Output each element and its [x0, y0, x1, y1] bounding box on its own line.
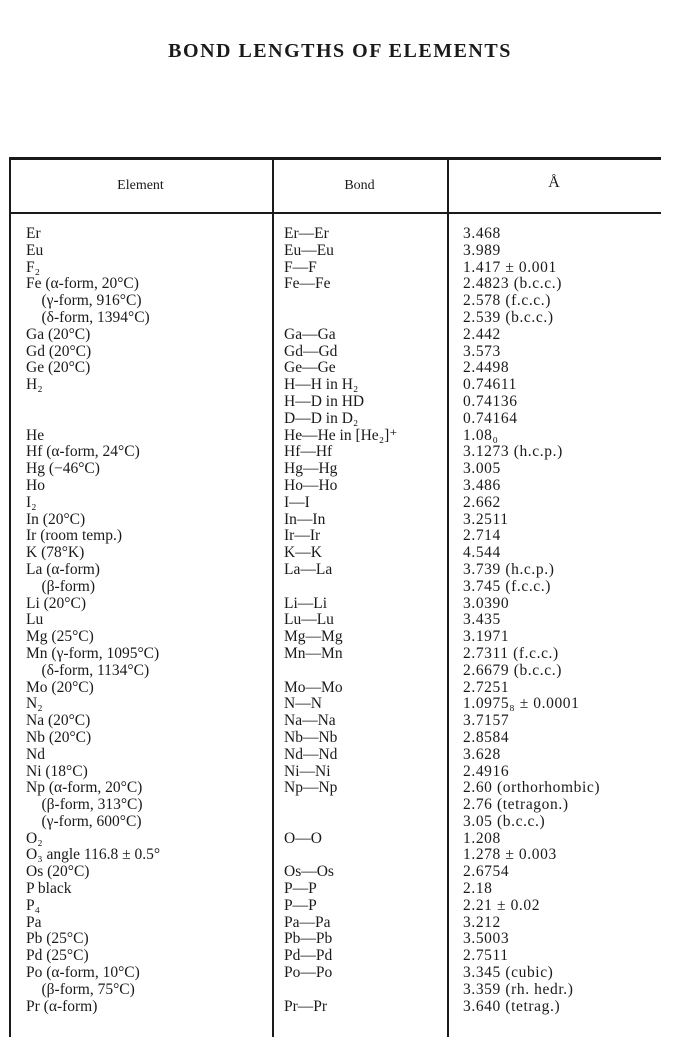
element-cell — [26, 394, 160, 411]
element-cell: (γ-form, 600°C) — [26, 812, 142, 830]
element-cell: Pb (25°C) — [26, 930, 89, 948]
bond-cell: Ga—Ga — [284, 325, 336, 343]
bond-cell — [284, 663, 397, 680]
bond-cell — [284, 847, 397, 864]
length-cell: 2.60 (orthorhombic) — [463, 779, 601, 797]
element-cell: (γ-form, 916°C) — [26, 292, 142, 310]
element-cell: He — [26, 426, 45, 444]
table-header-rule — [9, 212, 661, 214]
bond-cell: La—La — [284, 560, 333, 578]
element-cell: Ge (20°C) — [26, 359, 91, 377]
element-cell: Er — [26, 225, 41, 242]
bond-cell: Hg—Hg — [284, 460, 338, 478]
bond-cell: Mo—Mo — [284, 678, 343, 696]
bond-cell: In—In — [284, 510, 326, 528]
length-cell: 1.208 — [463, 829, 501, 847]
element-cell: P₄ — [26, 896, 41, 914]
element-cell: K (78°K) — [26, 544, 85, 562]
bond-cell — [284, 797, 397, 814]
element-column — [26, 226, 160, 1015]
bond-cell: Fe—Fe — [284, 275, 331, 293]
bond-cell: P—P — [284, 880, 317, 898]
element-cell: Mo (20°C) — [26, 678, 94, 696]
table-left-border — [9, 157, 11, 1037]
length-cell: 3.486 — [463, 476, 501, 494]
length-cell: 2.6754 — [463, 863, 510, 881]
length-cell: 3.005 — [463, 460, 501, 478]
element-cell: H₂ — [26, 376, 43, 394]
element-cell: Li (20°C) — [26, 594, 87, 612]
bond-cell: Pr—Pr — [284, 997, 328, 1015]
element-cell: (β-form, 75°C) — [26, 980, 135, 998]
bond-cell: O—O — [284, 829, 322, 847]
length-cell: 2.7311 (f.c.c.) — [463, 644, 559, 662]
length-cell: 2.6679 (b.c.c.) — [463, 661, 562, 679]
bond-cell: H—D in HD — [284, 392, 365, 410]
element-cell: Hf (α-form, 24°C) — [26, 443, 140, 461]
bond-cell: Ge—Ge — [284, 359, 336, 377]
length-cell: 3.573 — [463, 342, 501, 360]
length-cell: 2.539 (b.c.c.) — [463, 308, 554, 326]
element-cell: Ga (20°C) — [26, 325, 91, 343]
length-cell: 2.18 — [463, 880, 493, 898]
element-cell: P black — [26, 880, 72, 898]
length-cell: 3.0390 — [463, 594, 510, 612]
element-cell: Pr (α-form) — [26, 997, 98, 1015]
element-cell — [26, 411, 160, 428]
length-cell: 2.442 — [463, 325, 501, 343]
bond-column — [284, 226, 397, 1015]
element-cell: Ho — [26, 476, 45, 494]
element-cell: Pa — [26, 913, 42, 931]
bond-cell: Np—Np — [284, 779, 338, 797]
bond-cell: Er—Er — [284, 225, 329, 242]
bond-cell: N—N — [284, 695, 322, 713]
bond-length-table — [9, 157, 661, 1037]
length-cell: 3.745 (f.c.c.) — [463, 577, 552, 595]
bond-cell: Ho—Ho — [284, 476, 338, 494]
length-cell: 3.739 (h.c.p.) — [463, 560, 555, 578]
header-length-unit: Å — [548, 174, 560, 191]
column-divider-1 — [272, 157, 274, 1037]
length-cell: 3.640 (tetrag.) — [463, 997, 561, 1015]
length-cell: 4.544 — [463, 544, 501, 562]
length-cell: 3.435 — [463, 611, 501, 629]
bond-cell: D—D in D₂ — [284, 409, 359, 427]
bond-cell: Ni—Ni — [284, 762, 331, 780]
bond-cell — [284, 982, 397, 999]
element-cell: O₂ — [26, 829, 43, 847]
length-cell: 3.5003 — [463, 930, 510, 948]
element-cell: Os (20°C) — [26, 863, 90, 881]
length-cell: 3.7157 — [463, 712, 510, 730]
bond-cell: Lu—Lu — [284, 611, 334, 629]
element-cell: In (20°C) — [26, 510, 86, 528]
length-cell: 1.417 ± 0.001 — [463, 258, 557, 276]
bond-cell: K—K — [284, 544, 322, 562]
header-bond: Bond — [344, 178, 375, 193]
bond-cell: Hf—Hf — [284, 443, 333, 461]
element-cell: Ir (room temp.) — [26, 527, 122, 545]
length-cell: 3.1273 (h.c.p.) — [463, 443, 563, 461]
length-cell: 0.74136 — [463, 392, 518, 410]
bond-cell: Nb—Nb — [284, 728, 338, 746]
length-cell: 3.1971 — [463, 628, 510, 646]
element-cell: Fe (α-form, 20°C) — [26, 275, 139, 293]
element-cell: Lu — [26, 611, 44, 629]
length-cell: 0.74611 — [463, 376, 517, 394]
element-cell: (δ-form, 1394°C) — [26, 308, 150, 326]
length-cell: 2.7251 — [463, 678, 510, 696]
bond-cell: Os—Os — [284, 863, 334, 881]
column-divider-2 — [447, 157, 449, 1037]
bond-cell: Pb—Pb — [284, 930, 333, 948]
bond-cell: P—P — [284, 896, 317, 914]
bond-cell — [284, 310, 397, 327]
length-cell: 1.0975₈ ± 0.0001 — [463, 695, 580, 713]
length-cell: 2.4498 — [463, 359, 510, 377]
length-cell: 1.278 ± 0.003 — [463, 846, 557, 864]
element-cell: Gd (20°C) — [26, 342, 92, 360]
bond-cell: Ir—Ir — [284, 527, 321, 545]
element-cell: (δ-form, 1134°C) — [26, 661, 150, 679]
element-cell: Eu — [26, 241, 44, 259]
bond-cell: H—H in H₂ — [284, 376, 359, 394]
length-cell: 2.4823 (b.c.c.) — [463, 275, 562, 293]
length-cell: 3.989 — [463, 241, 501, 259]
bond-cell: Pa—Pa — [284, 913, 331, 931]
element-cell: Np (α-form, 20°C) — [26, 779, 143, 797]
bond-cell: Gd—Gd — [284, 342, 338, 360]
bond-cell — [284, 579, 397, 596]
element-cell: Nd — [26, 745, 45, 763]
length-cell: 2.7511 — [463, 947, 509, 965]
bond-cell: Po—Po — [284, 964, 333, 982]
element-cell: (β-form, 313°C) — [26, 796, 143, 814]
element-cell: I₂ — [26, 493, 37, 511]
length-cell: 2.21 ± 0.02 — [463, 896, 541, 914]
element-cell: N₂ — [26, 695, 43, 713]
length-cell: 1.08₀ — [463, 426, 499, 444]
length-cell: 3.359 (rh. hedr.) — [463, 980, 574, 998]
length-cell: 2.76 (tetragon.) — [463, 796, 569, 814]
element-cell: Mn (γ-form, 1095°C) — [26, 644, 160, 662]
element-cell: Hg (−46°C) — [26, 460, 100, 478]
element-cell: Po (α-form, 10°C) — [26, 964, 140, 982]
length-cell: 2.714 — [463, 527, 501, 545]
bond-cell: Mg—Mg — [284, 628, 343, 646]
length-cell: 3.345 (cubic) — [463, 964, 554, 982]
length-cell: 2.8584 — [463, 728, 510, 746]
bond-cell: Nd—Nd — [284, 745, 338, 763]
length-cell: 3.628 — [463, 745, 501, 763]
bond-cell: Eu—Eu — [284, 241, 334, 259]
header-element: Element — [117, 178, 164, 193]
length-cell: 3.212 — [463, 913, 501, 931]
element-cell: Na (20°C) — [26, 712, 91, 730]
length-column — [463, 226, 600, 1015]
bond-cell: Pd—Pd — [284, 947, 333, 965]
length-cell: 3.05 (b.c.c.) — [463, 812, 546, 830]
element-cell: Mg (25°C) — [26, 628, 94, 646]
length-cell: 2.578 (f.c.c.) — [463, 292, 552, 310]
element-cell: Pd (25°C) — [26, 947, 89, 965]
length-cell: 3.2511 — [463, 510, 509, 528]
element-cell: Ni (18°C) — [26, 762, 88, 780]
page-title: BOND LENGTHS OF ELEMENTS — [168, 40, 512, 62]
length-cell: 0.74164 — [463, 409, 518, 427]
element-cell: O₃ angle 116.8 ± 0.5° — [26, 846, 161, 864]
element-cell: Nb (20°C) — [26, 728, 92, 746]
element-cell: (β-form) — [26, 577, 96, 595]
length-cell: 2.662 — [463, 493, 501, 511]
bond-cell — [284, 293, 397, 310]
table-top-rule — [9, 157, 661, 160]
bond-cell: Mn—Mn — [284, 644, 343, 662]
bond-cell — [284, 814, 397, 831]
element-cell: La (α-form) — [26, 560, 100, 578]
bond-cell: Li—Li — [284, 594, 328, 612]
length-cell: 3.468 — [463, 225, 501, 242]
bond-cell: F—F — [284, 258, 317, 276]
bond-cell: He—He in [He₂]⁺ — [284, 426, 398, 444]
element-cell: F₂ — [26, 258, 41, 276]
bond-cell: Na—Na — [284, 712, 336, 730]
bond-cell: I—I — [284, 493, 310, 511]
length-cell: 2.4916 — [463, 762, 510, 780]
